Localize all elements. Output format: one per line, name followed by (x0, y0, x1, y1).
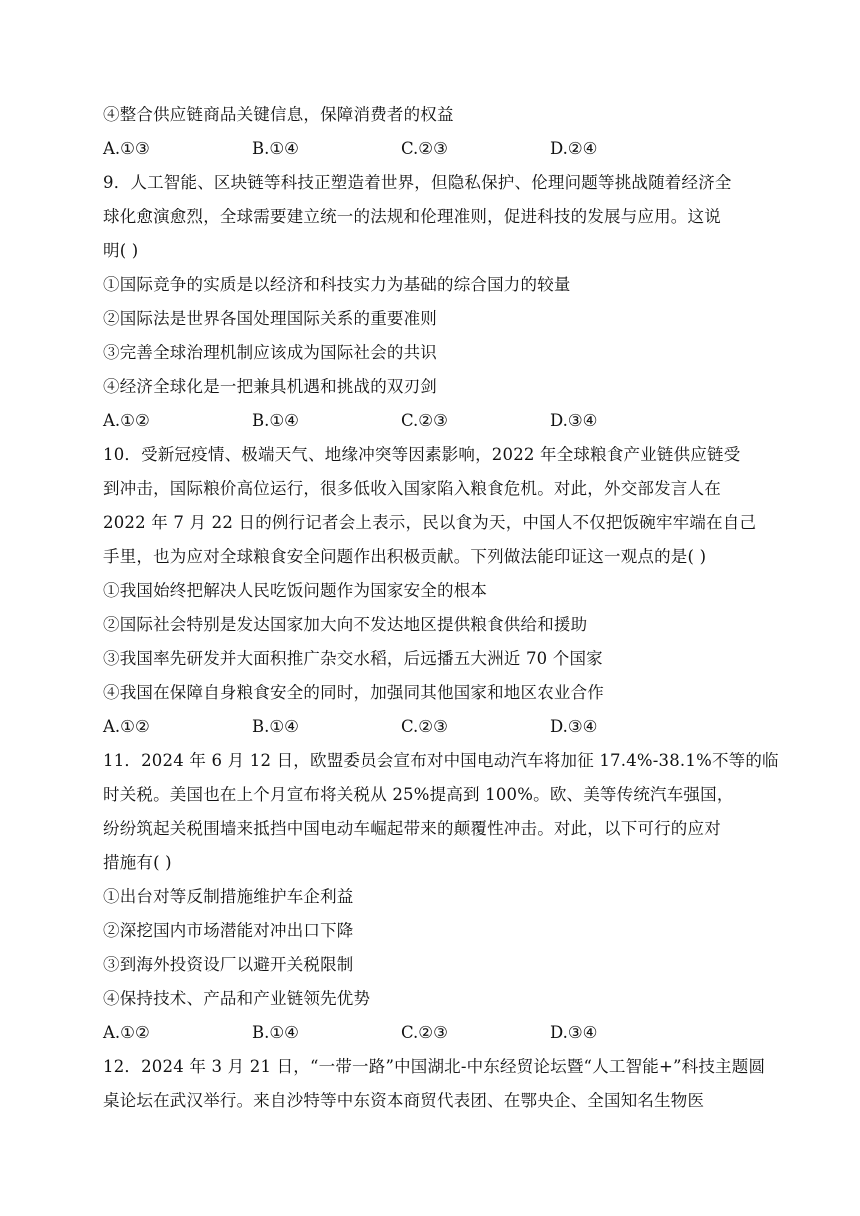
q10-option-d: D.③④ (550, 717, 598, 736)
q10-item-1: ①我国始终把解决人民吃饭问题作为国家安全的根本 (103, 581, 488, 600)
q11-stem-line-2: 时关税。美国也在上个月宣布将关税从 25%提高到 100%。欧、美等传统汽车强国， (103, 785, 734, 804)
q11-option-d: D.③④ (550, 1023, 598, 1042)
q10-stem-line-1: 10．受新冠疫情、极端天气、地缘冲突等因素影响，2022 年全球粮食产业链供应链受 (103, 445, 741, 464)
q11-stem-line-1: 11．2024 年 6 月 12 日，欧盟委员会宣布对中国电动汽车将加征 17.4%-38.1%不等的临 (103, 751, 779, 770)
q10-stem-line-2: 到冲击，国际粮价高位运行，很多低收入国家陷入粮食危机。对此，外交部发言人在 (103, 479, 721, 498)
q11-option-c: C.②③ (401, 1023, 448, 1042)
q10-option-a: A.①② (103, 717, 150, 736)
q12-stem-line-2: 桌论坛在武汉举行。来自沙特等中东资本商贸代表团、在鄂央企、全国知名生物医 (103, 1091, 705, 1110)
q9-item-1: ①国际竞争的实质是以经济和科技实力为基础的综合国力的较量 (103, 275, 571, 294)
q8-option-d: D.②④ (550, 139, 598, 158)
q11-option-a: A.①② (103, 1023, 150, 1042)
q8-option-a: A.①③ (103, 139, 150, 158)
q9-option-b: B.①④ (252, 411, 299, 430)
q11-item-3: ③到海外投资设厂以避开关税限制 (103, 955, 354, 974)
q9-item-2: ②国际法是世界各国处理国际关系的重要准则 (103, 309, 437, 328)
q9-stem-line-3: 明( ) (103, 241, 139, 260)
q9-stem-line-1: 9．人工智能、区块链等科技正塑造着世界，但隐私保护、伦理问题等挑战随着经济全 (103, 173, 732, 192)
q12-stem-line-1: 12．2024 年 3 月 21 日，“一带一路”中国湖北-中东经贸论坛暨“人工智能+”科技主题圆 (103, 1057, 766, 1076)
q9-option-d: D.③④ (550, 411, 598, 430)
q10-options (103, 710, 763, 744)
q9-option-a: A.①② (103, 411, 150, 430)
q10-option-c: C.②③ (401, 717, 448, 736)
q11-options (103, 1016, 763, 1050)
q8-option-b: B.①④ (252, 139, 299, 158)
q11-option-b: B.①④ (252, 1023, 299, 1042)
q10-item-4: ④我国在保障自身粮食安全的同时，加强同其他国家和地区农业合作 (103, 683, 604, 702)
q8-item-4: ④整合供应链商品关键信息，保障消费者的权益 (103, 105, 454, 124)
q11-item-2: ②深挖国内市场潜能对冲出口下降 (103, 921, 354, 940)
q9-option-c: C.②③ (401, 411, 448, 430)
q11-stem-line-3: 纷纷筑起关税围墙来抵挡中国电动车崛起带来的颠覆性冲击。对此，以下可行的应对 (103, 819, 721, 838)
q11-item-4: ④保持技术、产品和产业链领先优势 (103, 989, 371, 1008)
exam-page (103, 98, 779, 1118)
q8-options (103, 132, 763, 166)
q10-option-b: B.①④ (252, 717, 299, 736)
q10-stem-line-3: 2022 年 7 月 22 日的例行记者会上表示，民以食为天，中国人不仅把饭碗牢牢端在自己 (103, 513, 757, 532)
q8-option-c: C.②③ (401, 139, 448, 158)
q10-item-2: ②国际社会特别是发达国家加大向不发达地区提供粮食供给和援助 (103, 615, 588, 634)
q9-item-3: ③完善全球治理机制应该成为国际社会的共识 (103, 343, 437, 362)
q9-stem-line-2: 球化愈演愈烈，全球需要建立统一的法规和伦理准则，促进科技的发展与应用。这说 (103, 207, 721, 226)
q9-options (103, 404, 763, 438)
q10-stem-line-4: 手里，也为应对全球粮食安全问题作出积极贡献。下列做法能印证这一观点的是( ) (103, 547, 707, 566)
q10-item-3: ③我国率先研发并大面积推广杂交水稻，后远播五大洲近 70 个国家 (103, 649, 603, 668)
q11-stem-line-4: 措施有( ) (103, 853, 172, 872)
q11-item-1: ①出台对等反制措施维护车企利益 (103, 887, 354, 906)
q9-item-4: ④经济全球化是一把兼具机遇和挑战的双刃剑 (103, 377, 437, 396)
